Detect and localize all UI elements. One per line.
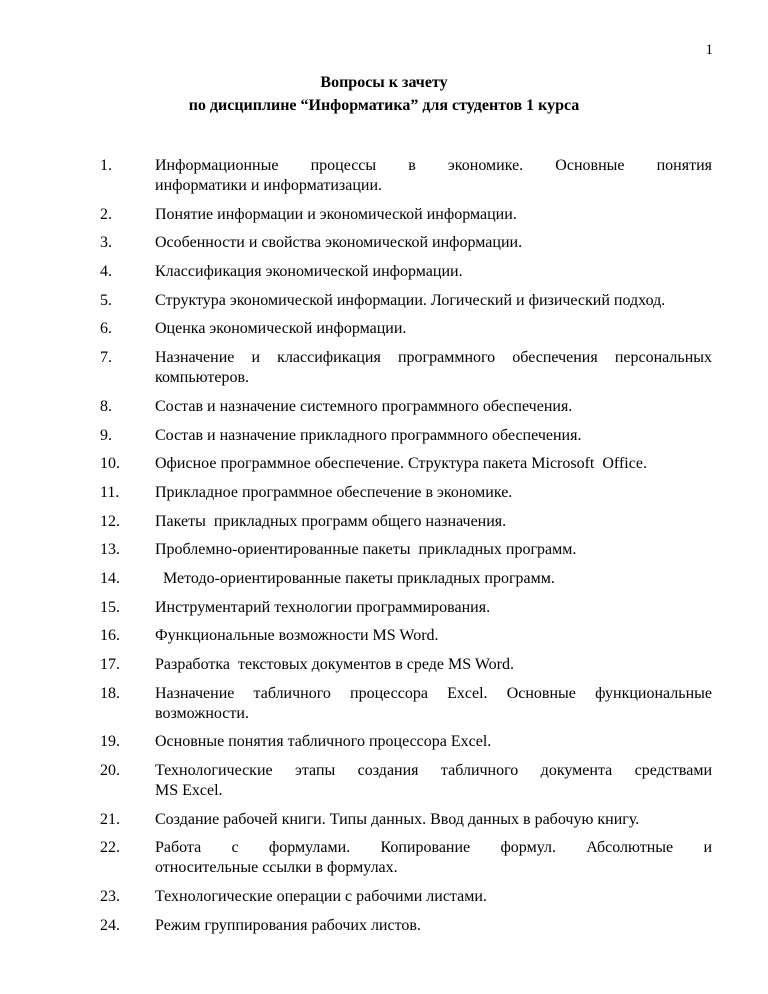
question-item <box>100 483 712 503</box>
question-number: 2. <box>100 205 112 223</box>
question-number: 19. <box>100 733 120 751</box>
question-number: 13. <box>100 541 120 559</box>
question-number: 23. <box>100 888 120 906</box>
question-text-line: MS Excel. <box>155 782 223 800</box>
question-number: 4. <box>100 263 112 281</box>
question-list <box>100 156 768 936</box>
question-text-line: информатики и информатизации. <box>155 177 383 194</box>
question-item <box>100 397 712 417</box>
question-text-line: возможности. <box>155 704 249 722</box>
document-title: Вопросы к зачету <box>320 74 448 91</box>
question-text-line: Методо-ориентированные пакеты прикладных программ. <box>155 569 555 587</box>
question-number: 7. <box>100 349 112 367</box>
question-text-line: Состав и назначение прикладного программного обеспечения. <box>155 426 582 444</box>
question-item <box>100 540 712 560</box>
question-number: 15. <box>100 598 120 616</box>
question-text-line: Структура экономической информации. Логический и физический подход. <box>155 291 666 309</box>
question-text-line: Назначение и классификация программного обеспечения персональных <box>155 349 712 367</box>
question-item <box>100 732 712 752</box>
question-text-line: Оценка экономической информации. <box>155 320 407 338</box>
question-number: 5. <box>100 291 112 309</box>
question-item <box>100 916 712 936</box>
question-item <box>100 426 712 446</box>
question-text-line: Особенности и свойства экономической информации. <box>155 234 523 252</box>
question-item <box>100 233 712 253</box>
question-text-line: Понятие информации и экономической информации. <box>155 205 517 223</box>
question-text-line: Режим группирования рабочих листов. <box>155 916 421 934</box>
question-item <box>100 205 712 225</box>
question-text-line: Работа с формулами. Копирование формул. Абсолютные и <box>155 839 712 857</box>
question-item <box>100 512 712 532</box>
question-item <box>100 761 712 801</box>
question-item <box>100 291 712 311</box>
question-item <box>100 262 712 282</box>
question-number: 20. <box>100 762 120 780</box>
question-number: 18. <box>100 684 120 702</box>
question-item <box>100 626 712 646</box>
question-text-line: компьютеров. <box>155 369 250 387</box>
question-text-line: относительные ссылки в формулах. <box>155 859 398 877</box>
question-text-line: Прикладное программное обеспечение в экономике. <box>155 483 513 501</box>
question-text-line: Офисное программное обеспечение. Структура пакета Microsoft Office. <box>155 455 647 473</box>
document-subtitle: по дисциплине “Информатика” для студентов 1 курса <box>188 97 580 114</box>
question-item <box>100 598 712 618</box>
question-number: 6. <box>100 320 112 338</box>
question-item <box>100 838 712 878</box>
question-item <box>100 319 712 339</box>
question-item <box>100 454 712 474</box>
question-text-line: Технологические этапы создания табличного документа средствами <box>155 762 712 780</box>
question-text-line: Проблемно-ориентированные пакеты прикладных программ. <box>155 541 577 559</box>
question-number: 16. <box>100 627 120 645</box>
question-number: 11. <box>100 483 120 501</box>
question-text-line: Назначение табличного процессора Excel. Основные функциональные <box>155 684 712 702</box>
question-number: 21. <box>100 810 120 828</box>
question-number: 10. <box>100 455 120 473</box>
question-text-line: Пакеты прикладных программ общего назначения. <box>155 512 507 530</box>
question-item <box>100 348 712 388</box>
document-header <box>0 0 768 116</box>
question-text-line: Функциональные возможности MS Word. <box>155 627 439 645</box>
question-number: 22. <box>100 839 120 857</box>
question-text-line: Классификация экономической информации. <box>155 263 463 281</box>
question-item <box>100 810 712 830</box>
question-number: 8. <box>100 397 112 415</box>
question-number: 1. <box>100 157 112 174</box>
page-number: 1 <box>705 42 713 58</box>
question-text-line: Информационные процессы в экономике. Основные понятия <box>155 157 712 174</box>
question-number: 14. <box>100 569 120 587</box>
question-number: 12. <box>100 512 120 530</box>
question-item <box>100 655 712 675</box>
question-text-line: Основные понятия табличного процессора Excel. <box>155 733 492 751</box>
question-number: 9. <box>100 426 112 444</box>
question-text-line: Технологические операции с рабочими листами. <box>155 888 487 906</box>
question-number: 24. <box>100 916 120 934</box>
question-text-line: Состав и назначение системного программного обеспечения. <box>155 397 573 415</box>
question-item <box>100 684 712 724</box>
question-text-line: Инструментарий технологии программирования. <box>155 598 491 616</box>
question-item <box>100 156 712 196</box>
question-item <box>100 887 712 907</box>
question-item <box>100 569 712 589</box>
question-text-line: Создание рабочей книги. Типы данных. Ввод данных в рабочую книгу. <box>155 810 640 828</box>
question-text-line: Разработка текстовых документов в среде MS Word. <box>155 656 515 673</box>
question-number: 3. <box>100 234 112 252</box>
question-number: 17. <box>100 656 120 673</box>
